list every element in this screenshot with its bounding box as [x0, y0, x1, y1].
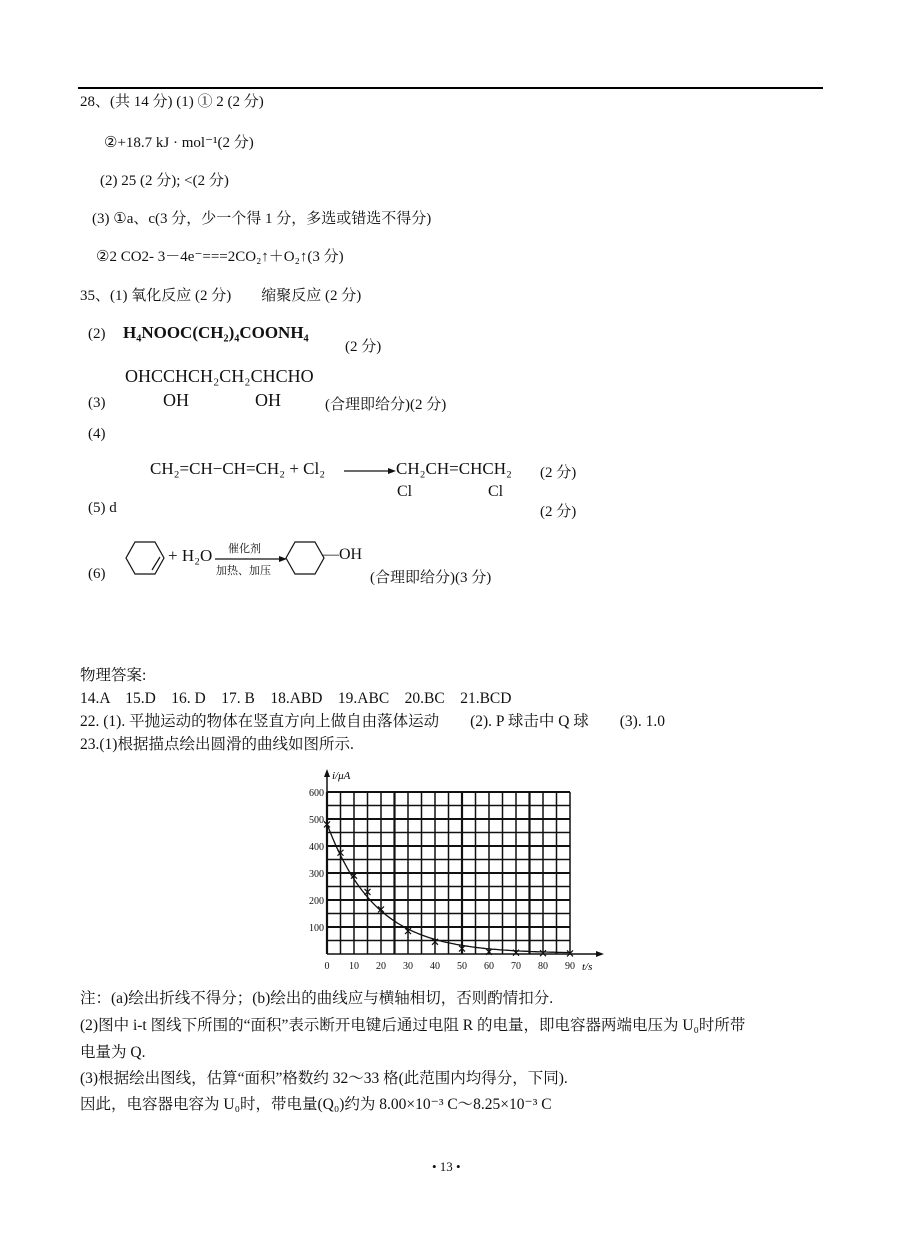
q35-4-product: CH₂CH=CHCH₂ — [396, 459, 512, 478]
phys-q23-1: 23.(1)根据描点绘出圆滑的曲线如图所示. — [80, 736, 354, 753]
q28-1-2: ②+18.7 kJ · mol⁻¹(2 分) — [104, 135, 254, 151]
x-tick-label: 30 — [403, 961, 413, 972]
q35-4-label: (4) — [88, 426, 106, 442]
q35-6-score: (合理即给分)(3 分) — [370, 570, 492, 586]
x-axis-arrow-icon — [596, 951, 604, 957]
q35-6-plus: + H₂O — [168, 546, 213, 565]
x-tick-label: 40 — [430, 961, 440, 972]
cyclohexane-ring-icon — [285, 540, 327, 576]
q35-3-label: (3) — [88, 395, 106, 411]
phys-title: 物理答案: — [80, 667, 147, 684]
reaction-arrow-icon — [344, 466, 396, 476]
q35-4-score: (2 分) — [540, 465, 577, 481]
phys-q23-2a: (2)图中 i-t 图线下所围的“面积”表示断开电键后通过电阻 R 的电量，即电容器两端电压为 U₀时所带 — [80, 1017, 746, 1034]
q35-4-reactant: CH₂=CH−CH=CH₂ + Cl₂ — [150, 459, 326, 478]
y-tick-label: 600 — [309, 788, 324, 799]
x-tick-label: 80 — [538, 961, 548, 972]
cyclohexene-ring-icon — [125, 540, 165, 576]
q28-header: 28、(共 14 分) (1) ① 2 (2 分) — [80, 94, 264, 110]
q28-3-1: (3) ①a、c(3 分，少一个得 1 分，多选或错选不得分) — [92, 211, 432, 227]
phys-q23-2b: 电量为 Q. — [80, 1044, 146, 1061]
phys-q23-4: 因此，电容器电容为 U₀时，带电量(Q₀)约为 8.00×10⁻³ C～8.25×10⁻³ C — [80, 1096, 552, 1113]
i-t-chart — [290, 765, 610, 975]
q35-4-cl2: Cl — [488, 483, 504, 500]
y-axis-arrow-icon — [324, 769, 330, 777]
x-tick-label: 70 — [511, 961, 521, 972]
page-number: • 13 • — [432, 1159, 461, 1174]
q35-3-oh1: OH — [163, 390, 189, 410]
x-tick-label: 20 — [376, 961, 386, 972]
q35-3-score: (合理即给分)(2 分) — [325, 397, 447, 413]
q35-6-catalyst: 催化剂 — [228, 542, 261, 555]
phys-q23-3: (3)根据绘出图线，估算“面积”格数约 32～33 格(此范围内均得分，下同). — [80, 1070, 568, 1087]
q35-6-condition: 加热、加压 — [216, 564, 271, 577]
x-axis-label: t/s — [582, 961, 593, 973]
x-tick-label: 60 — [484, 961, 494, 972]
y-tick-label: 300 — [309, 869, 324, 880]
q28-3-2: ②2 CO2- 3－4e⁻===2CO₂↑＋O₂↑(3 分) — [96, 249, 344, 265]
q28-2: (2) 25 (2 分); <(2 分) — [100, 173, 229, 189]
q35-2-score: (2 分) — [345, 339, 382, 355]
y-tick-label: 500 — [309, 815, 324, 826]
phys-q22: 22. (1). 平抛运动的物体在竖直方向上做自由落体运动 (2). P 球击中 Q 球 (3). 1.0 — [80, 713, 665, 730]
q35-5-score: (2 分) — [540, 504, 577, 520]
y-tick-label: 200 — [309, 896, 324, 907]
q35-3-formula: OHCCHCH₂CH₂CHCHO — [125, 366, 314, 386]
x-tick-label: 50 — [457, 961, 467, 972]
q35-6-oh: —OH — [323, 546, 363, 563]
y-axis-label: i/μA — [332, 770, 351, 782]
q35-2-label: (2) — [88, 326, 106, 342]
x-tick-label: 0 — [324, 961, 330, 972]
q35-4-cl1: Cl — [397, 483, 413, 500]
q35-5-label: (5) d — [88, 500, 117, 516]
q35-6-label: (6) — [88, 566, 106, 582]
q35-1: 35、(1) 氧化反应 (2 分) 缩聚反应 (2 分) — [80, 288, 362, 304]
x-tick-label: 90 — [565, 961, 575, 972]
y-tick-label: 100 — [309, 923, 324, 934]
x-tick-label: 10 — [349, 961, 359, 972]
q35-3-oh2: OH — [255, 390, 281, 410]
phys-note: 注：(a)绘出折线不得分；(b)绘出的曲线应与横轴相切，否则酌情扣分. — [80, 990, 554, 1007]
q35-2-formula: H₄NOOC(CH₂)₄COONH₄ — [123, 323, 309, 342]
phys-multiple-choice: 14.A 15.D 16. D 17. B 18.ABD 19.ABC 20.BC 21.BCD — [80, 690, 512, 707]
y-tick-label: 400 — [309, 842, 324, 853]
top-rule — [78, 87, 823, 89]
